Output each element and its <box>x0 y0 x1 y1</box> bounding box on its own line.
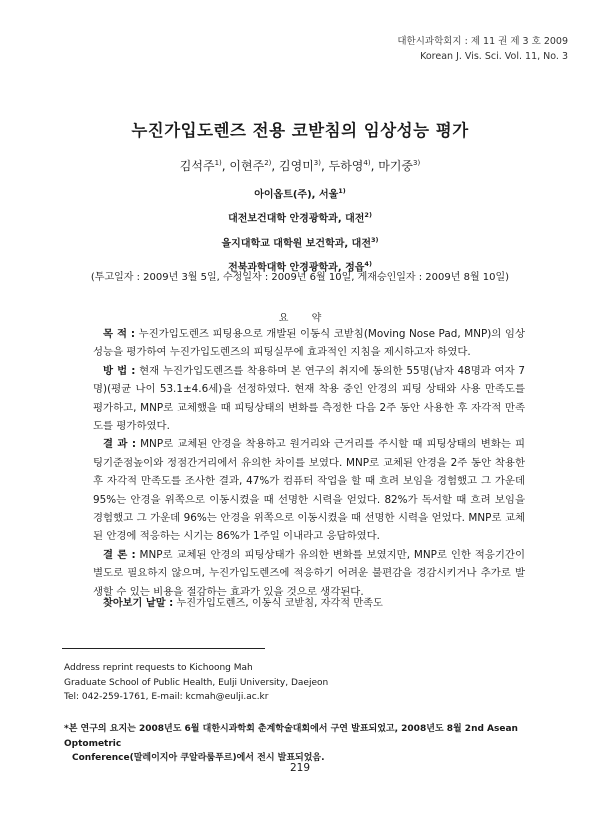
presentation-footnote: *본 연구의 요지는 2008년도 6월 대한시과학회 춘계학술대회에서 구연 발표되었고, 2008년도 8월 2nd Asean Optometric Conference(말레이지아 쿠알라룸푸르)에서 전시 발표되었음. <box>64 724 518 763</box>
author-list <box>0 157 600 174</box>
author-name: 두하영 <box>328 159 364 173</box>
abstract-label: 방 법 : <box>103 364 136 377</box>
abstract-body <box>93 325 525 601</box>
abstract-heading: 요 약 <box>278 313 332 324</box>
author-separator: , <box>271 159 280 173</box>
journal-citation <box>397 34 568 64</box>
affiliation: 대전보건대학 안경광학과, 대전$^{2)}$ <box>228 211 372 225</box>
correspondence-address: Address reprint requests to Kichoong Mah Graduate School of Public Health, Eulji University, Daejeon Tel: 042-259-1761, E-mail: kcmah@eulji.ac.kr <box>64 663 329 702</box>
author-affil-mark: 3) <box>413 159 421 167</box>
affiliation-list <box>0 181 600 278</box>
footnote-divider <box>62 648 265 649</box>
submission-dates: (투고일자 : 2009년 3월 5일, 수정일자 : 2009년 6월 10일, 게재승인일자 : 2009년 8월 10일) <box>90 272 510 283</box>
author-name: 김석주 <box>179 159 215 173</box>
keywords-label: 찾아보기 낱말 : <box>103 598 174 609</box>
author-separator: , <box>221 159 230 173</box>
abstract-label: 목 적 : <box>103 328 136 340</box>
author-affil-mark: 3) <box>313 159 321 167</box>
author-name: 김영미 <box>279 159 314 173</box>
abstract-paragraph-conclusion: 결 론 : MNP로 교체된 안경의 피팅상태가 유의한 변화를 보였지만, MNP로 인한 적응기간이 별도로 필요하지 않으며, 누진가입도렌즈에 적응하기 어려운 불편감을 경감시키거나 추가로 발생할 수 있는 비용을 절감하는 효과가 있을 것으로 생각된다. <box>93 548 525 598</box>
author-name: 마기중 <box>378 159 414 173</box>
affiliation: 을지대학교 대학원 보건학과, 대전$^{3)}$ <box>221 235 379 249</box>
journal-citation-en: Korean J. Vis. Sci. Vol. 11, No. 3 <box>420 51 568 62</box>
abstract-paragraph-results: 결 과 : MNP로 교체된 안경을 착용하고 원거리와 근거리를 주시할 때 피팅상태의 변화는 피팅기준점높이와 정점간거리에서 유의한 차이를 보였다. MNP로 교체된 안경을 2주 동안 착용한 후 자각적 만족도를 조사한 결과, 47%가 컴퓨터 작업을 할 때 흐려 보임을 경험했고 그 가운데 95%는 안경을 위쪽으로 이동시켰을 때 선명한 시력을 얻었다. 82%가 독서할 때 흐려 보임을 경험했고 그 가운데 96%는 안경을 위쪽으로 이동시켰을 때 선명한 시력을 얻었다. MNP로 교체된 안경에 적응하는 시기는 86%가 1주일 이내라고 응답하였다. <box>93 438 526 543</box>
keywords <box>103 594 543 609</box>
affiliation: 아이옵트(주), 서울$^{1)}$ <box>254 187 346 201</box>
keywords-text: 누진가입도렌즈, 이동식 코받침, 자각적 만족도 <box>173 598 383 609</box>
author-name: 이현주 <box>229 159 265 173</box>
page-number: 219 <box>289 762 311 774</box>
affiliation: 전북과학대학 안경광학과, 정읍$^{4)}$ <box>228 259 372 274</box>
paper-title: 누진가입도렌즈 전용 코받침의 임상성능 평가 <box>131 121 469 140</box>
author-affil-mark: 4) <box>363 159 371 167</box>
author-separator: , <box>370 159 379 173</box>
author-separator: , <box>320 159 329 173</box>
abstract-label: 결 과 : <box>103 438 137 451</box>
author-affil-mark: 2) <box>264 159 272 167</box>
abstract-paragraph-methods: 방 법 : 현재 누진가입도렌즈를 착용하며 본 연구의 취지에 동의한 55명(남자 48명과 여자 7명)(평균 나이 53.1±4.6세)을 선정하였다. 현재 착용 중인 안경의 피팅 상태와 사용 만족도를 평가하고, MNP로 교체했을 때 피팅상태의 변화를 측정한 다음 2주 동안 사용한 후 자각적 만족도를 평가하였다. <box>93 364 525 433</box>
author-affil-mark: 1) <box>214 159 222 167</box>
abstract-paragraph-purpose: 목 적 : 누진가입도렌즈 피팅용으로 개발된 이동식 코받침(Moving Nose Pad, MNP)의 임상성능을 평가하여 누진가입도렌즈의 피팅실무에 효과적인 지침을 제시하고자 하였다. <box>93 328 525 359</box>
abstract-label: 결 론 : <box>103 548 136 561</box>
journal-citation-ko: 대한시과학회지 : 제 11 권 제 3 호 2009 <box>397 36 568 47</box>
